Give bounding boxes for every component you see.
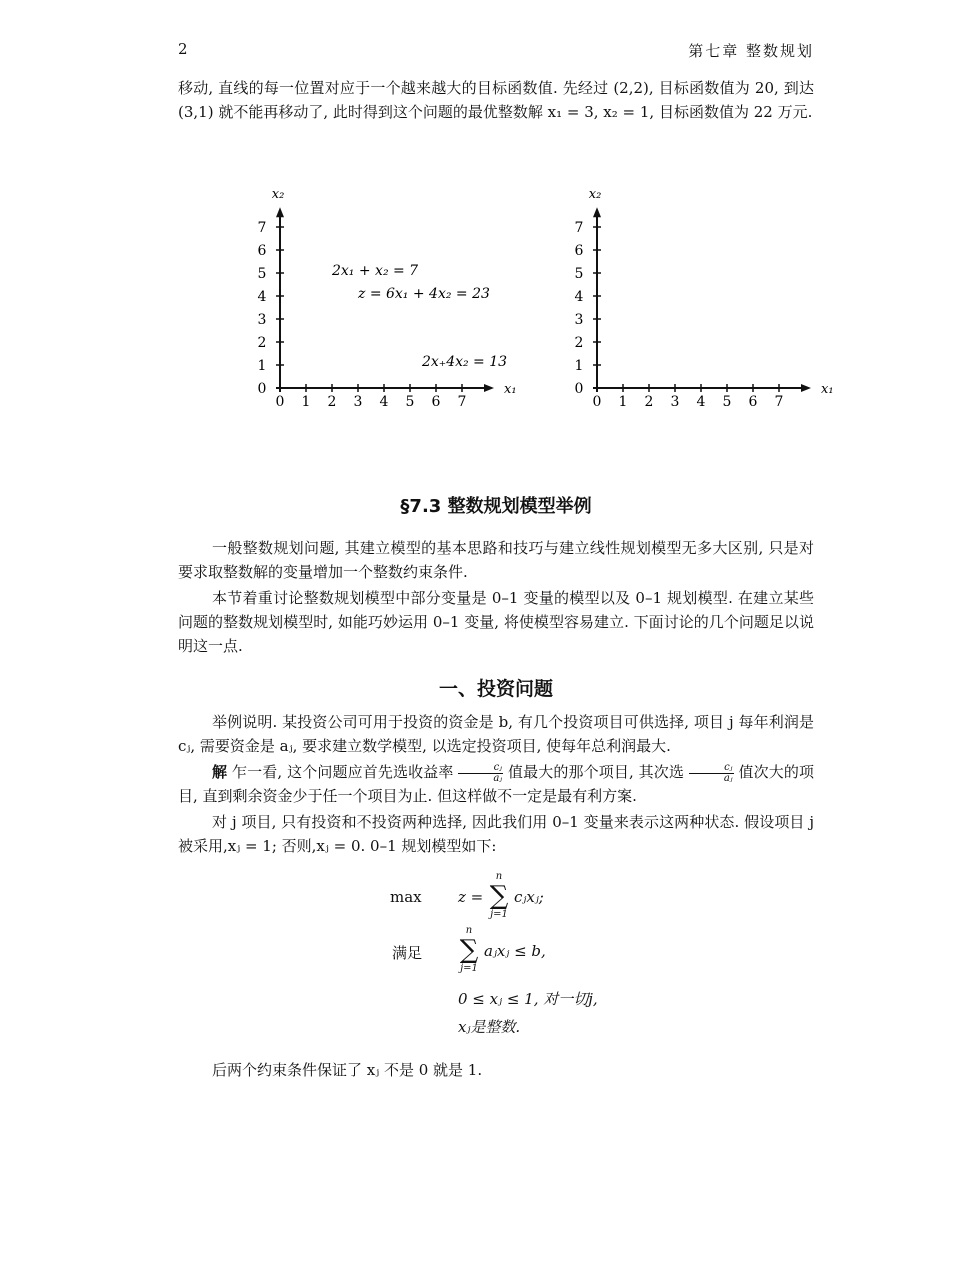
x-tick-label: 2 <box>327 394 337 410</box>
max-label: max <box>390 888 422 906</box>
constraint-sum: n ∑ j=1 <box>459 925 479 974</box>
y-tick-label: 1 <box>257 358 267 374</box>
x-tick-label: 4 <box>696 394 706 410</box>
y-tick-label: 1 <box>574 358 584 374</box>
x-tick-label: 5 <box>405 394 415 410</box>
y-axis-arrow <box>276 207 284 217</box>
x-tick-label: 3 <box>353 394 363 410</box>
page-number: 2 <box>178 40 188 58</box>
section-para-2: 本节着重讨论整数规划模型中部分变量是 0–1 变量的模型以及 0–1 规划模型. 在建立某些问题的整数规划模型时, 如能巧妙运用 0–1 变量, 将使模型容易建立. 下面讨论的几个问题足以说明这一点. <box>178 589 814 655</box>
y-tick-label: 7 <box>574 220 584 236</box>
x-tick-label: 5 <box>722 394 732 410</box>
y-tick-label: 2 <box>574 335 584 351</box>
plot-annotation: 2x₊4x₂ = 13 <box>422 354 508 370</box>
constraint-budget: aⱼxⱼ ≤ b, <box>484 942 546 960</box>
section-para-1: 一般整数规划问题, 其建立模型的基本思路和技巧与建立线性规划模型无多大区别, 只是对要求取整数解的变量增加一个整数约束条件. <box>178 539 814 581</box>
x-axis-arrow <box>801 384 811 392</box>
x-tick-label: 1 <box>301 394 311 410</box>
plot-annotation: z = 6x₁ + 4x₂ = 23 <box>358 286 490 302</box>
example-paragraph: 举例说明. 某投资公司可用于投资的资金是 b, 有几个投资项目可供选择, 项目 j 每年利润是 cⱼ, 需要资金是 aⱼ, 要求建立数学模型, 以选定投资项目, 使每年总利润最大. <box>178 713 814 755</box>
model-block <box>390 872 690 1042</box>
solution-text-b: 值最大的那个项目, 其次选 <box>507 763 685 781</box>
solution-text-c: 值次大的项目, 直到剩余资金少于任一个项目为止. 但这样做不一定是最有利方案. <box>178 763 814 805</box>
y-tick-label: 7 <box>257 220 267 236</box>
y-axis-arrow <box>593 207 601 217</box>
intro-paragraph: 移动, 直线的每一位置对应于一个越来越大的目标函数值. 先经过 (2,2), 目标函数值为 20, 到达 (3,1) 就不能再移动了, 此时得到这个问题的最优整数解 x₁ = 3, x₂ = 1, 目标函数值为 22 万元. <box>178 79 814 121</box>
x-tick-label: 7 <box>457 394 467 410</box>
y-tick-label: 6 <box>574 243 584 259</box>
subject-to-label: 满足 <box>392 944 423 962</box>
closing-paragraph: 后两个约束条件保证了 xⱼ 不是 0 就是 1. <box>212 1061 483 1079</box>
ratio-fraction-2: $\frac{\text{cⱼ}}{\text{aⱼ}}$ <box>689 763 734 784</box>
ratio-fraction: $\frac{\text{cⱼ}}{\text{aⱼ}}$ <box>458 763 503 784</box>
y-tick-label: 4 <box>574 289 584 305</box>
objective-sum: n ∑ j=1 <box>489 871 509 920</box>
objective-term: cⱼxⱼ; <box>514 888 544 906</box>
x-tick-label: 6 <box>748 394 758 410</box>
x-axis-label: x₁ <box>504 382 517 397</box>
right-plot <box>575 187 834 410</box>
x-tick-label: 4 <box>379 394 389 410</box>
y-tick-label: 3 <box>574 312 584 328</box>
subsection-title: 一、投资问题 <box>438 678 553 700</box>
x-tick-label: 0 <box>275 394 285 410</box>
y-axis-label: x₂ <box>588 187 602 202</box>
solution-text-a: 乍一看, 这个问题应首先选收益率 <box>232 763 454 781</box>
y-tick-label: 2 <box>257 335 267 351</box>
y-tick-label: 0 <box>574 381 584 397</box>
section-title: §7.3 整数规划模型举例 <box>400 496 592 517</box>
constraint-bounds: 0 ≤ xⱼ ≤ 1, 对一切j, <box>458 990 598 1008</box>
y-tick-label: 3 <box>257 312 267 328</box>
y-tick-label: 5 <box>574 266 584 282</box>
x-tick-label: 2 <box>644 394 654 410</box>
figure-plots <box>240 178 840 418</box>
y-tick-label: 4 <box>257 289 267 305</box>
left-plot <box>258 187 517 410</box>
solution-label: 解 <box>212 763 228 781</box>
x-tick-label: 1 <box>618 394 628 410</box>
running-head: 第七章 整数规划 <box>688 42 814 60</box>
y-tick-label: 6 <box>257 243 267 259</box>
plot-annotation: 2x₁ + x₂ = 7 <box>332 263 419 279</box>
y-axis-label: x₂ <box>271 187 285 202</box>
constraint-integer: xⱼ是整数. <box>458 1018 521 1036</box>
y-tick-label: 0 <box>257 381 267 397</box>
x-tick-label: 3 <box>670 394 680 410</box>
binary-model-paragraph: 对 j 项目, 只有投资和不投资两种选择, 因此我们用 0–1 变量来表示这两种状态. 假设项目 j 被采用,xⱼ = 1; 否则,xⱼ = 0. 0–1 规划模型如下: <box>178 813 814 855</box>
solution-paragraph <box>178 760 814 808</box>
x-axis-arrow <box>484 384 494 392</box>
x-tick-label: 0 <box>592 394 602 410</box>
x-axis-label: x₁ <box>821 382 834 397</box>
x-tick-label: 6 <box>431 394 441 410</box>
objective-lhs: z = <box>458 888 484 906</box>
y-tick-label: 5 <box>257 266 267 282</box>
x-tick-label: 7 <box>774 394 784 410</box>
